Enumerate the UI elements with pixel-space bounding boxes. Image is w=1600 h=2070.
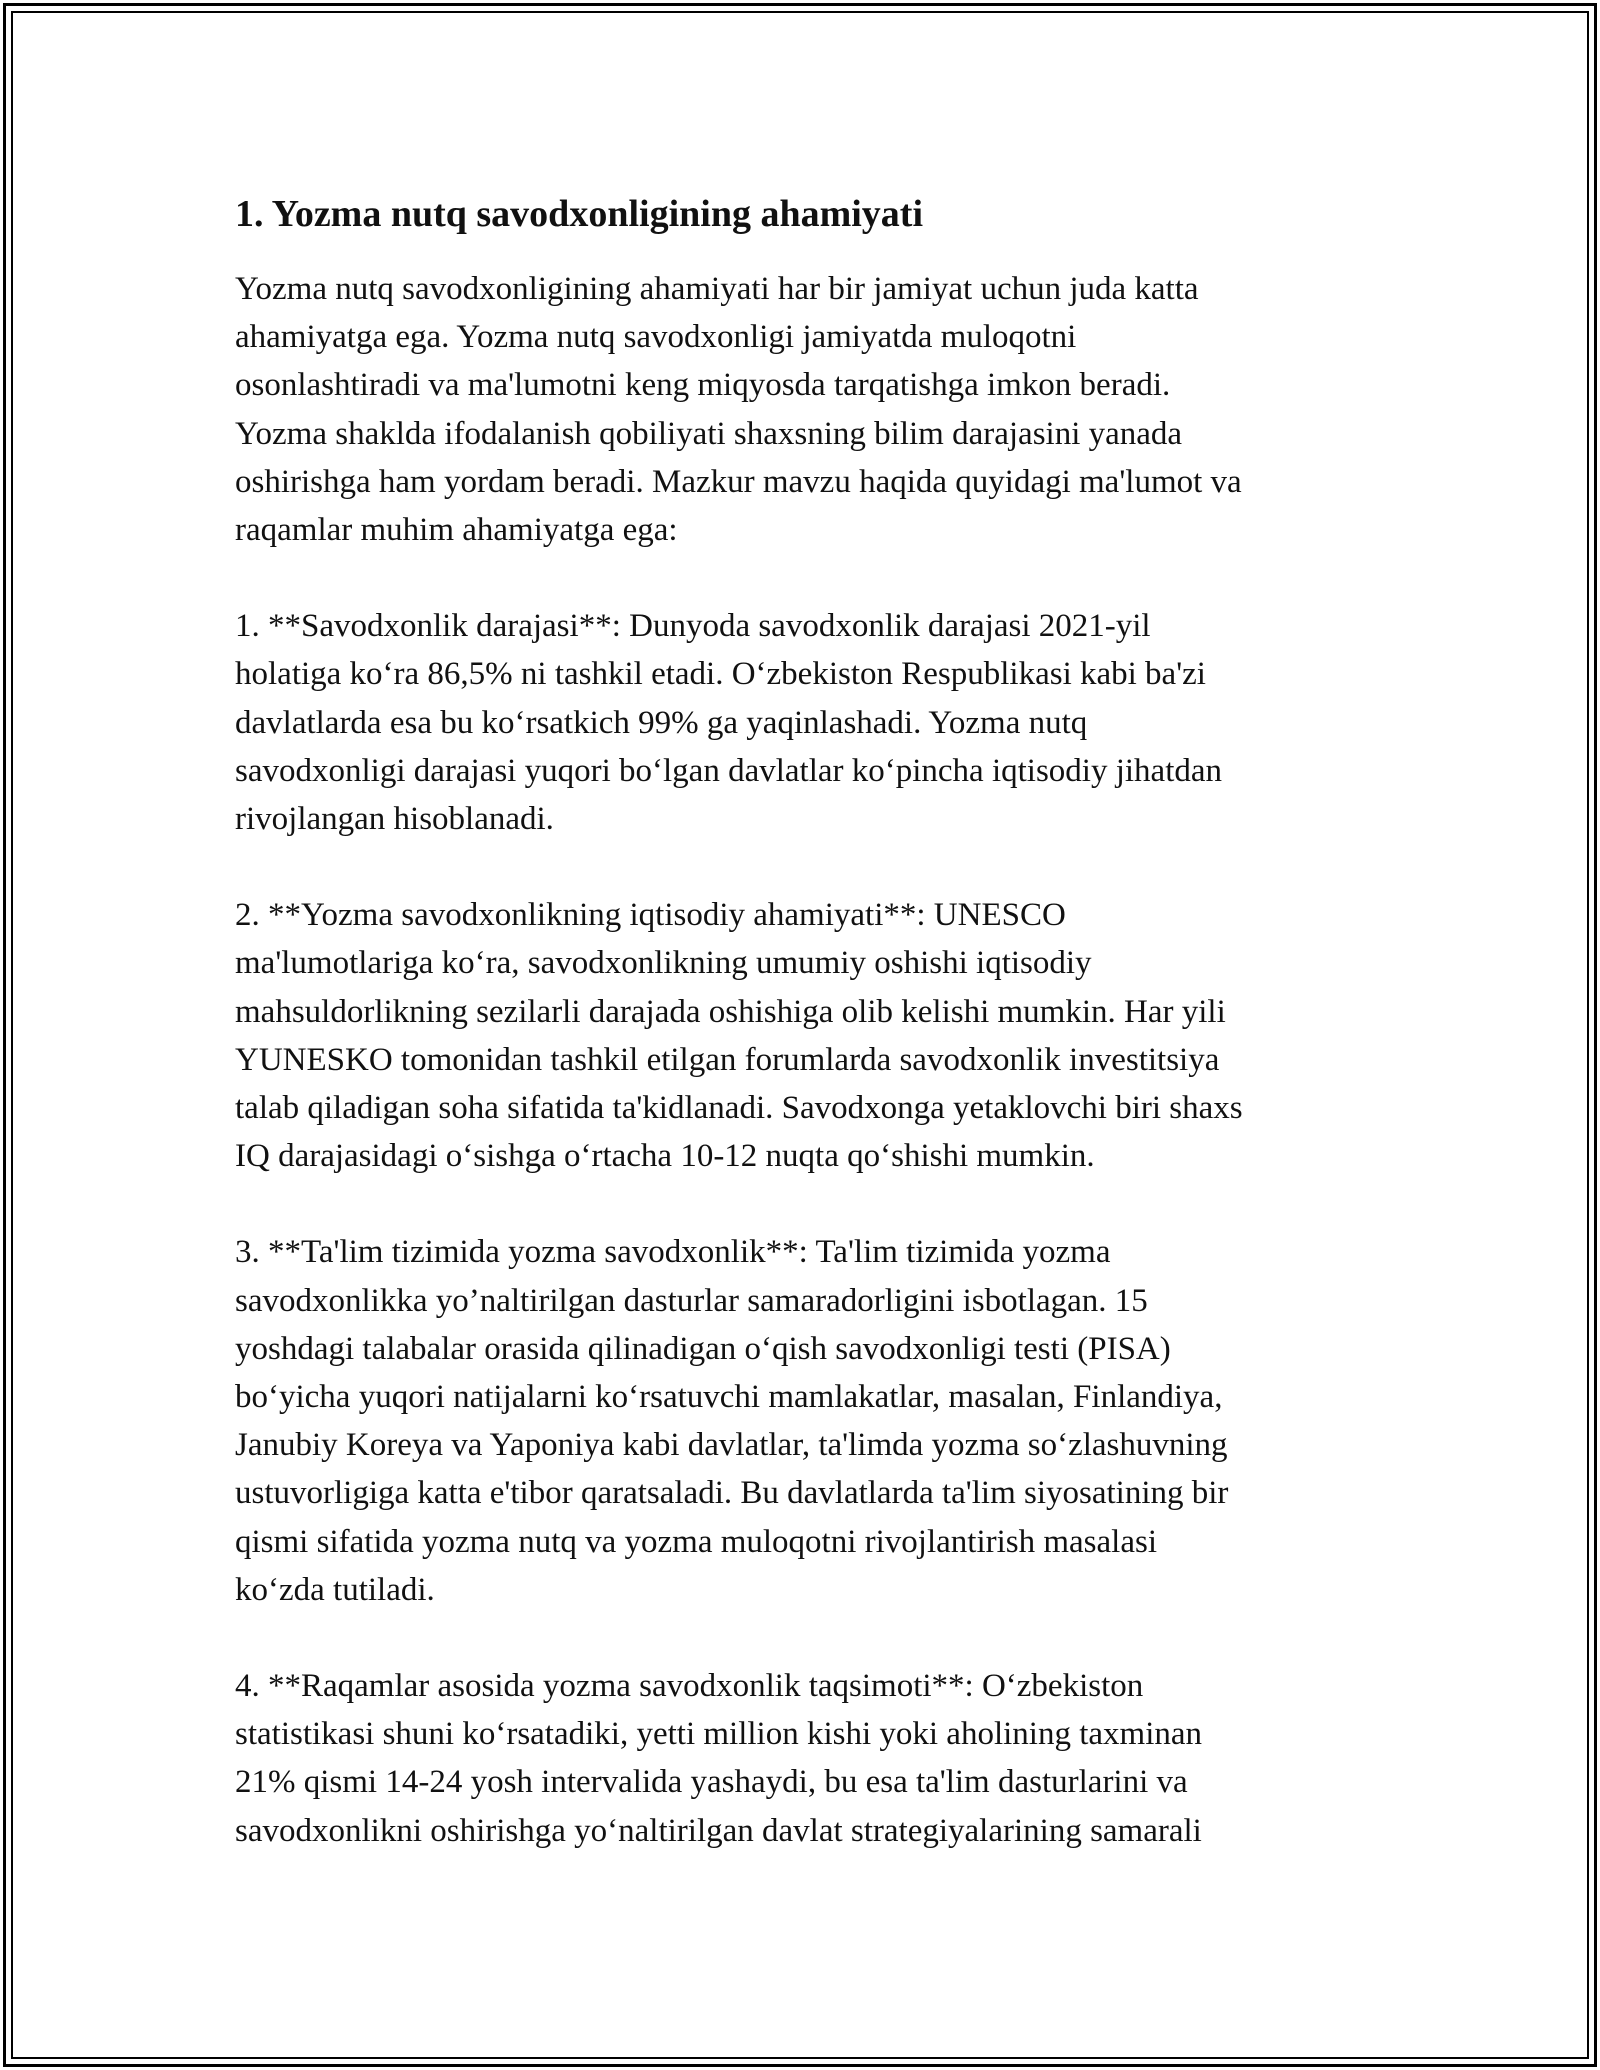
text-line: YUNESKO tomonidan tashkil etilgan forumlarda savodxonlik investitsiya	[235, 1041, 1220, 1078]
text-line: ma'lumotlariga koʻra, savodxonlikning umumiy oshishi iqtisodiy	[235, 945, 1092, 982]
text-line: 21% qismi 14-24 yosh intervalida yashaydi, bu esa ta'lim dasturlarini va	[235, 1764, 1188, 1801]
text-line: statistikasi shuni koʻrsatadiki, yetti million kishi yoki aholining taxminan	[235, 1716, 1203, 1753]
text-line: holatiga koʻra 86,5% ni tashkil etadi. Oʻzbekiston Respublikasi kabi ba'zi	[235, 656, 1206, 693]
text-line: mahsuldorlikning sezilarli darajada oshishiga olib kelishi mumkin. Har yili	[235, 993, 1226, 1030]
text-line: IQ darajasidagi oʻsishga oʻrtacha 10-12 nuqta qoʻshishi mumkin.	[235, 1138, 1095, 1175]
text-line: ustuvorligiga katta e'tibor qaratsaladi. Bu davlatlarda ta'lim siyosatining bir	[235, 1475, 1229, 1512]
intro-paragraph	[235, 265, 1375, 554]
text-line: qismi sifatida yozma nutq va yozma muloqotni rivojlantirish masalasi	[235, 1523, 1158, 1560]
text-line: savodxonligi darajasi yuqori boʻlgan davlatlar koʻpincha iqtisodiy jihatdan	[235, 752, 1223, 789]
text-line: talab qiladigan soha sifatida ta'kidlanadi. Savodxonga yetaklovchi biri shaxs	[235, 1090, 1243, 1127]
text-line: ahamiyatga ega. Yozma nutq savodxonligi jamiyatda muloqotni	[235, 319, 1077, 356]
text-line: Yozma shaklda ifodalanish qobiliyati shaxsning bilim darajasini yanada	[235, 415, 1183, 452]
text-line: boʻyicha yuqori natijalarni koʻrsatuvchi mamlakatlar, masalan, Finlandiya,	[235, 1379, 1223, 1416]
text-line: Yozma nutq savodxonligining ahamiyati har bir jamiyat uchun juda katta	[235, 271, 1199, 307]
text-line: oshirishga ham yordam beradi. Mazkur mavzu haqida quyidagi ma'lumot va	[235, 463, 1242, 500]
text-line: 1. **Savodxonlik darajasi**: Dunyoda savodxonlik darajasi 2021-yil	[235, 608, 1151, 645]
text-line: davlatlarda esa bu koʻrsatkich 99% ga yaqinlashadi. Yozma nutq	[235, 704, 1088, 741]
text-line: raqamlar muhim ahamiyatga ega:	[235, 512, 678, 549]
document-body	[235, 186, 1375, 1855]
text-line: rivojlangan hisoblanadi.	[235, 801, 554, 838]
text-line: 4. **Raqamlar asosida yozma savodxonlik taqsimoti**: Oʻzbekiston	[235, 1668, 1144, 1705]
list-item-literacy-level	[235, 602, 1375, 843]
text-line: savodxonlikni oshirishga yoʻnaltirilgan davlat strategiyalarining samarali	[235, 1812, 1202, 1849]
text-line: osonlashtiradi va ma'lumotni keng miqyosda tarqatishga imkon beradi.	[235, 367, 1171, 404]
list-item-distribution	[235, 1662, 1375, 1855]
text-line: koʻzda tutiladi.	[235, 1571, 435, 1608]
text-line: Janubiy Koreya va Yaponiya kabi davlatlar, ta'limda yozma soʻzlashuvning	[235, 1427, 1228, 1464]
list-item-education-system	[235, 1228, 1375, 1614]
list-item-economic-importance	[235, 891, 1375, 1180]
text-line: 3. **Ta'lim tizimida yozma savodxonlik**: Ta'lim tizimida yozma	[235, 1234, 1111, 1271]
section-heading: 1. Yozma nutq savodxonligining ahamiyati	[235, 193, 924, 235]
text-line: savodxonlikka yo’naltirilgan dasturlar samaradorligini isbotlagan. 15	[235, 1282, 1148, 1319]
text-line: yoshdagi talabalar orasida qilinadigan oʻqish savodxonligi testi (PISA)	[235, 1330, 1171, 1367]
text-line: 2. **Yozma savodxonlikning iqtisodiy ahamiyati**: UNESCO	[235, 897, 1066, 934]
